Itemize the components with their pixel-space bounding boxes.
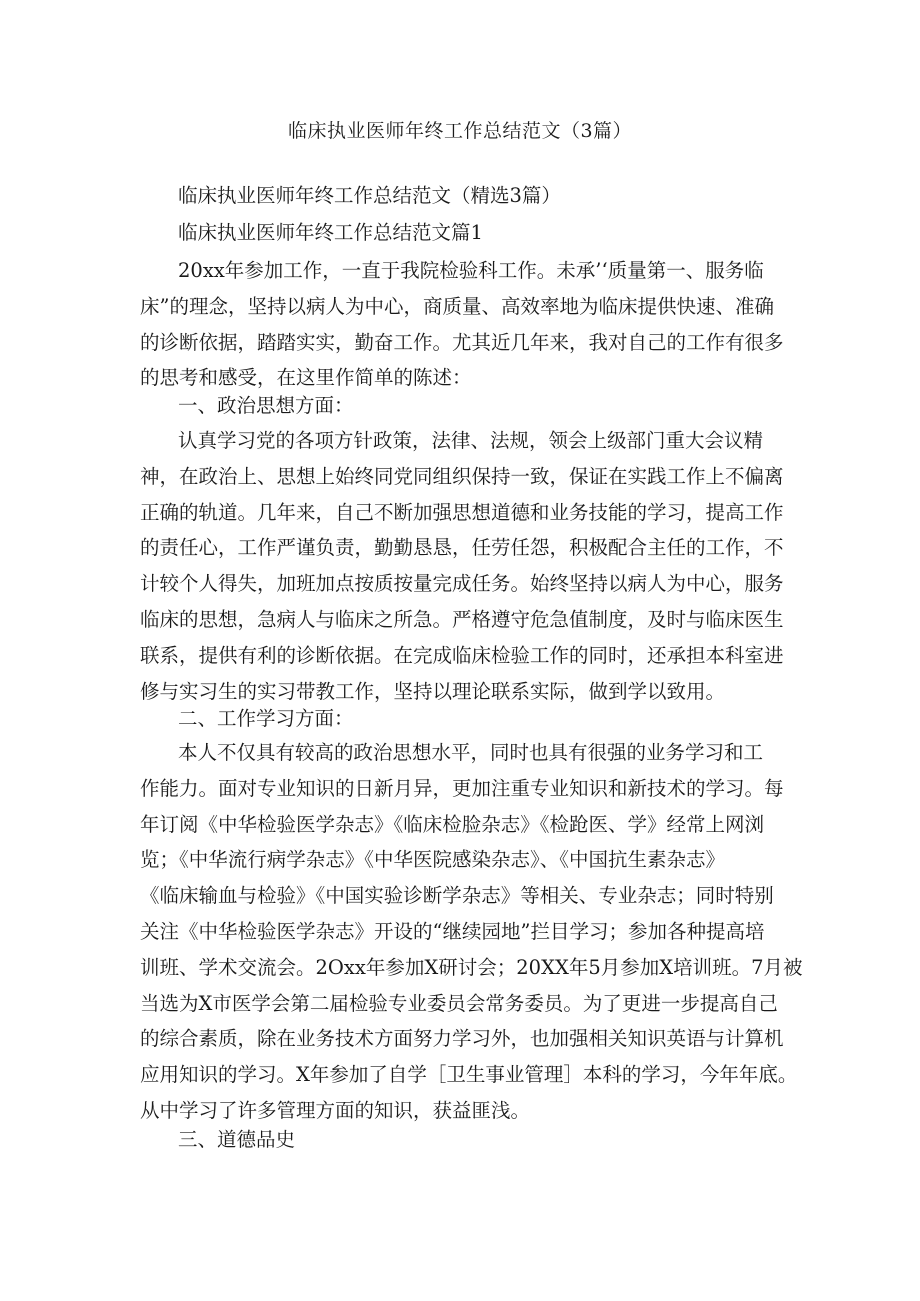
part1-line: 认真学习党的各项方针政策，法律、法规，领会上级部门重大会议精 bbox=[178, 429, 764, 452]
part2-heading: 二、工作学习方面： bbox=[178, 707, 354, 730]
document-title: 临床执业医师年终工作总结范文（3篇） bbox=[287, 120, 633, 142]
part1-line: 正确的轨道。几年来，自己不断加强思想道德和业务技能的学习，提高工作 bbox=[140, 500, 784, 524]
part2-line: 当选为X市医学会第二届检验专业委员会常务委员。为了更进一步提高自己 bbox=[140, 991, 778, 1015]
part1-line: 神，在政治上、思想上始终同党同组织保持一致，保证在实践工作上不偏离 bbox=[140, 464, 784, 488]
part2-line: 从中学习了许多管理方面的知识，获益匪浅。 bbox=[140, 1098, 531, 1122]
intro-line: 的诊断依据，踏踏实实，勤奋工作。尤其近几年来，我对自己的工作有很多 bbox=[140, 330, 784, 354]
part2-line: 本人不仅具有较高的政治思想水平，同时也具有很强的业务学习和工 bbox=[178, 741, 764, 764]
part2-line: 年订阅《中华检验医学杂志》《临床检脸杂志》《检跄医、学》经常上网浏 bbox=[140, 812, 765, 836]
part2-line: 《临床输血与检验》《中国实验诊断学杂志》等相关、专业杂志；同时特别 bbox=[140, 884, 774, 908]
part2-paragraph bbox=[140, 735, 803, 1129]
intro-line: 的思考和感受，在这里作简单的陈述： bbox=[140, 366, 472, 390]
part1-line: 临床的思想，急病人与临床之所急。严格遵守危急值制度，及时与临床医生 bbox=[140, 607, 784, 631]
part1-heading: 一、政治思想方面： bbox=[178, 394, 354, 417]
intro-line: 床”的理念，坚持以病人为中心，商质量、高效率地为临床提供快速、准确 bbox=[140, 294, 774, 318]
document-subtitle: 临床执业医师年终工作总结范文（精选3篇） bbox=[178, 184, 561, 207]
part2-line: 作能力。面对专业知识的日新月异，更加注重专业知识和新技术的学习。每 bbox=[140, 776, 784, 800]
part1-paragraph bbox=[140, 423, 800, 709]
part2-line: 关注《中华检验医学杂志》开设的“继续园地”拦目学习；参加各种提高培 bbox=[140, 919, 765, 943]
part1-line: 联系，提供有利的诊断依据。在完成临床检验工作的同时，还承担本科室进 bbox=[140, 643, 784, 667]
section-heading: 临床执业医师年终工作总结范文篇1 bbox=[178, 221, 483, 244]
part1-line: 的责任心，工作严谨负责，勤勤恳恳，任劳任怨，积极配合主任的工作，不 bbox=[140, 536, 784, 560]
intro-line: 20xx年参加工作，一直于我院检验科工作。未承’‘质量第一、服务临 bbox=[178, 259, 764, 282]
part1-line: 计较个人得失，加班加点按质按量完成任务。始终坚持以病人为中心，服务 bbox=[140, 572, 784, 596]
part2-line: 应用知识的学习。X年参加了自学［卫生事业管理］本科的学习，今年年底。 bbox=[140, 1063, 798, 1087]
intro-paragraph bbox=[140, 253, 800, 396]
part2-line: 览；《中华流行病学杂志》《中华医院感染杂志》、《中国抗生素杂志》 bbox=[140, 848, 726, 872]
part1-line: 修与实习生的实习带教工作，坚持以理论联系实际，做到学以致用。 bbox=[140, 679, 726, 703]
part2-line: 的综合素质，除在业务技术方面努力学习外，也加强相关知识英语与计算机 bbox=[140, 1027, 784, 1051]
part3-heading: 三、道德品史 bbox=[178, 1128, 296, 1151]
part2-line: 训班、学术交流会。2Oxx年参加X研讨会；20XX年5月参加X培训班。7月被 bbox=[140, 955, 803, 979]
